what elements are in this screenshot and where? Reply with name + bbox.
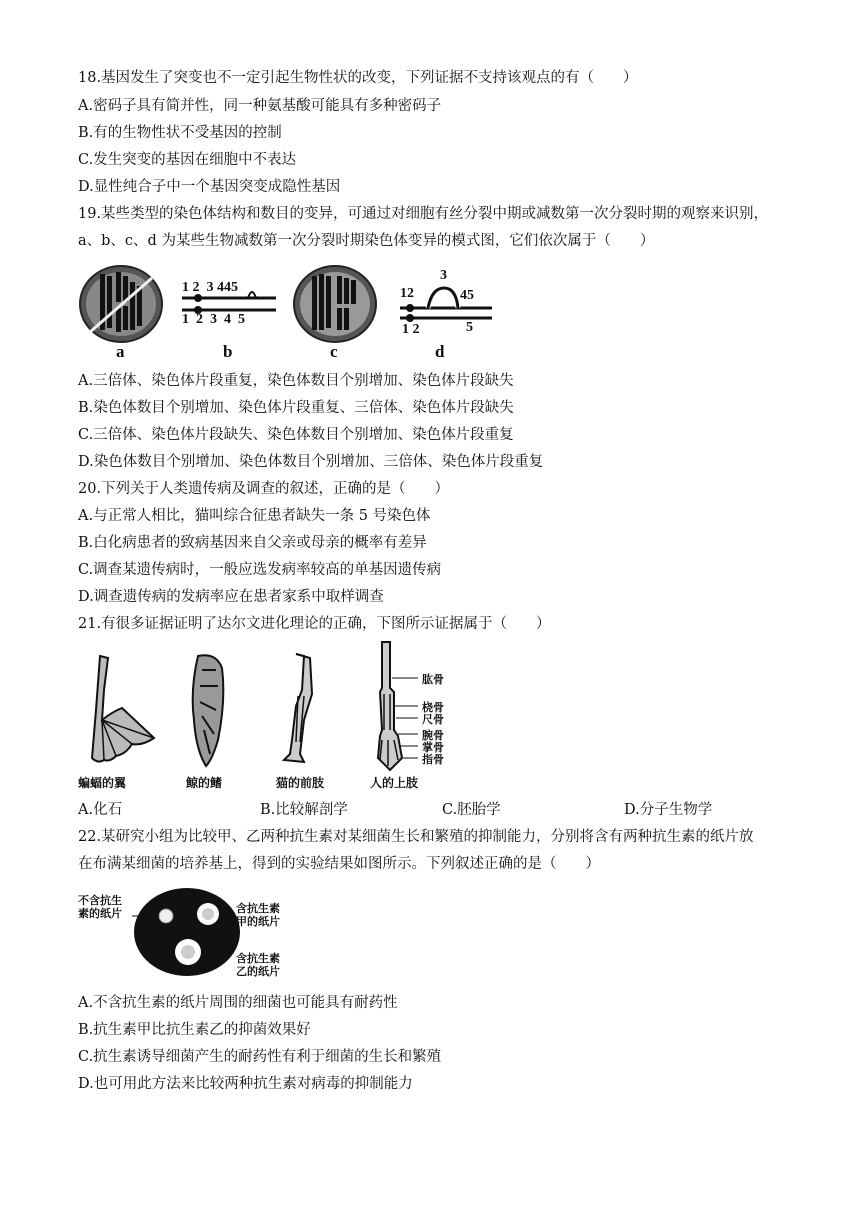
q22-option-c: C.抗生素诱导细菌产生的耐药性有利于细菌的生长和繁殖 <box>78 1049 442 1065</box>
figure-b-bottom-numbers: 1 2 3 4 5 <box>182 312 245 327</box>
label-antibiotic-a-line1: 含抗生素 <box>236 902 280 915</box>
q18-option-a: A.密码子具有简并性，同一种氨基酸可能具有多种密码子 <box>78 98 442 114</box>
figure-d-right-numbers: 45 <box>460 288 474 303</box>
q21-option-b: B.比较解剖学 <box>260 802 348 818</box>
q21-option-c: C.胚胎学 <box>442 802 501 818</box>
bone-label-radius: 桡骨 <box>422 701 444 714</box>
figure-label-b: b <box>223 342 233 361</box>
q19-stem-line2: a、b、c、d 为某些生物减数第一次分裂时期染色体变异的模式图，它们依次属于（ ） <box>78 233 655 249</box>
q19-stem-line1: 19.某些类型的染色体结构和数目的变异，可通过对细胞有丝分裂中期或减数第一次分裂时期的观察来识别， <box>78 206 769 222</box>
label-antibiotic-a-line2: 甲的纸片 <box>236 915 280 928</box>
antibiotic-plate-figure <box>78 882 288 982</box>
q22-option-a: A.不含抗生素的纸片周围的细菌也可能具有耐药性 <box>78 995 398 1011</box>
caption-human-arm: 人的上肢 <box>370 776 419 790</box>
figure-d-bottom-right-number: 5 <box>466 320 473 335</box>
caption-bat-wing: 蝙蝠的翼 <box>78 776 127 790</box>
bat-wing-illustration <box>82 650 162 770</box>
figure-label-a: a <box>116 342 125 361</box>
figure-c-cell <box>292 264 378 344</box>
q22-stem-line1: 22.某研究小组为比较甲、乙两种抗生素对某细菌生长和繁殖的抑制能力，分别将含有两种抗生素的纸片放 <box>78 829 754 845</box>
bone-label-carpals: 腕骨 <box>422 729 444 742</box>
q19-option-c: C.三倍体、染色体片段缺失、染色体数目个别增加、染色体片段重复 <box>78 427 514 443</box>
figure-a-cell <box>78 264 164 344</box>
label-no-antibiotic-line1: 不含抗生 <box>78 894 122 907</box>
q19-option-b: B.染色体数目个别增加、染色体片段重复、三倍体、染色体片段缺失 <box>78 400 514 416</box>
bone-label-metacarpals: 掌骨 <box>422 741 444 754</box>
q21-option-d: D.分子生物学 <box>624 802 713 818</box>
q20-option-a: A.与正常人相比，猫叫综合征患者缺失一条 5 号染色体 <box>78 508 431 524</box>
q20-option-b: B.白化病患者的致病基因来自父亲或母亲的概率有差异 <box>78 535 427 551</box>
q21-stem: 21.有很多证据证明了达尔文进化理论的正确，下图所示证据属于（ ） <box>78 616 551 632</box>
figure-label-c: c <box>330 342 338 361</box>
q20-stem: 20.下列关于人类遗传病及调查的叙述，正确的是（ ） <box>78 481 450 497</box>
whale-fin-illustration <box>182 650 242 770</box>
homologous-organs-figure <box>78 640 448 795</box>
figure-d-loop-numbers: 3 <box>440 268 447 283</box>
figure-label-d: d <box>435 342 445 361</box>
bone-label-humerus: 肱骨 <box>422 673 444 686</box>
caption-whale-fin: 鲸的鳍 <box>186 776 223 790</box>
bone-label-ulna: 尺骨 <box>422 713 444 726</box>
figure-d-top-numbers: 12 <box>400 286 414 301</box>
q18-option-d: D.显性纯合子中一个基因突变成隐性基因 <box>78 179 341 195</box>
q20-option-d: D.调查遗传病的发病率应在患者家系中取样调查 <box>78 589 384 605</box>
q19-option-d: D.染色体数目个别增加、染色体数目个别增加、三倍体、染色体片段重复 <box>78 454 544 470</box>
q22-option-d: D.也可用此方法来比较两种抗生素对病毒的抑制能力 <box>78 1076 413 1092</box>
chromosome-variation-figure <box>78 262 498 362</box>
q19-option-a: A.三倍体、染色体片段重复，染色体数目个别增加、染色体片段缺失 <box>78 373 514 389</box>
figure-d-bottom-numbers: 1 2 <box>402 322 420 337</box>
label-no-antibiotic-line2: 素的纸片 <box>78 907 122 920</box>
q18-option-c: C.发生突变的基因在细胞中不表达 <box>78 152 297 168</box>
cat-foreleg-illustration <box>274 650 334 770</box>
q18-stem: 18.基因发生了突变也不一定引起生物性状的改变，下列证据不支持该观点的有（ ） <box>78 70 638 86</box>
label-antibiotic-b-line1: 含抗生素 <box>236 952 280 965</box>
label-antibiotic-b-line2: 乙的纸片 <box>236 965 280 978</box>
figure-b-top-numbers: 1 2 3 445 <box>182 280 238 295</box>
q20-option-c: C.调查某遗传病时，一般应选发病率较高的单基因遗传病 <box>78 562 442 578</box>
q21-option-a: A.化石 <box>78 802 123 818</box>
bone-label-phalanges: 指骨 <box>422 753 444 766</box>
bone-pointer-lines <box>390 640 420 780</box>
q22-option-b: B.抗生素甲比抗生素乙的抑菌效果好 <box>78 1022 311 1038</box>
q22-stem-line2: 在布满某细菌的培养基上，得到的实验结果如图所示。下列叙述正确的是（ ） <box>78 856 600 872</box>
q18-option-b: B.有的生物性状不受基因的控制 <box>78 125 282 141</box>
caption-cat-foreleg: 猫的前肢 <box>276 776 325 790</box>
culture-dish <box>132 886 242 978</box>
